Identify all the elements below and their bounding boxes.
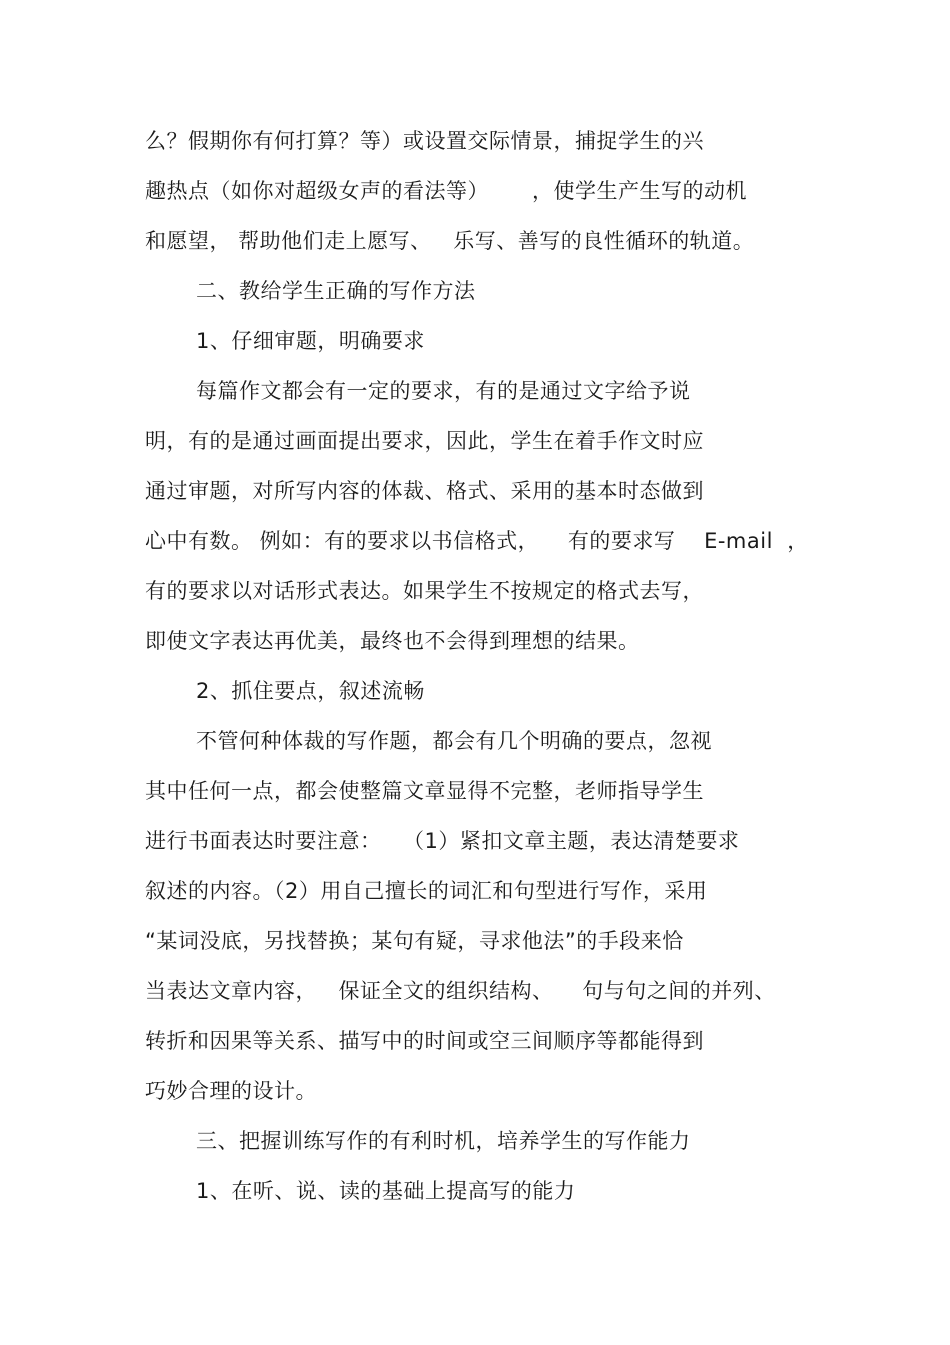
paragraph-line: 巧妙合理的设计。 <box>145 1079 317 1103</box>
subsection-heading: 1、仔细审题，明确要求 <box>196 329 425 353</box>
paragraph-line: 当表达文章内容， 保证全文的组织结构、 句与句之间的并列、 <box>145 979 776 1003</box>
paragraph-line: 和愿望， 帮助他们走上愿写、 乐写、善写的良性循环的轨道。 <box>145 229 755 253</box>
paragraph-line: “某词没底，另找替换；某句有疑，寻求他法”的手段来恰 <box>145 929 684 953</box>
paragraph-line: 其中任何一点，都会使整篇文章显得不完整，老师指导学生 <box>145 779 704 803</box>
paragraph-line: 每篇作文都会有一定的要求，有的是通过文字给予说 <box>196 379 691 403</box>
section-heading: 二、教给学生正确的写作方法 <box>196 279 476 303</box>
paragraph-line: 有的要求以对话形式表达。如果学生不按规定的格式去写， <box>145 579 704 603</box>
section-heading: 三、把握训练写作的有利时机，培养学生的写作能力 <box>196 1129 691 1153</box>
paragraph-line: 即使文字表达再优美，最终也不会得到理想的结果。 <box>145 629 640 653</box>
paragraph-line: 不管何种体裁的写作题，都会有几个明确的要点，忽视 <box>196 729 712 753</box>
paragraph-line: 进行书面表达时要注意： （1）紧扣文章主题，表达清楚要求 <box>145 829 740 853</box>
paragraph-line: 么？假期你有何打算？等）或设置交际情景，捕捉学生的兴 <box>145 129 704 153</box>
paragraph-line: 叙述的内容。（2）用自己擅长的词汇和句型进行写作，采用 <box>145 879 708 903</box>
paragraph-line: 明，有的是通过画面提出要求，因此，学生在着手作文时应 <box>145 429 704 453</box>
paragraph-line: 趣热点（如你对超级女声的看法等） ，使学生产生写的动机 <box>145 179 748 203</box>
paragraph-line: 通过审题，对所写内容的体裁、格式、采用的基本时态做到 <box>145 479 704 503</box>
paragraph-line: 心中有数。 例如：有的要求以书信格式， 有的要求写 E-mail ， <box>145 529 809 553</box>
subsection-heading: 1、在听、说、读的基础上提高写的能力 <box>196 1179 576 1203</box>
paragraph-line: 转折和因果等关系、描写中的时间或空三间顺序等都能得到 <box>145 1029 704 1053</box>
subsection-heading: 2、抓住要点，叙述流畅 <box>196 679 425 703</box>
